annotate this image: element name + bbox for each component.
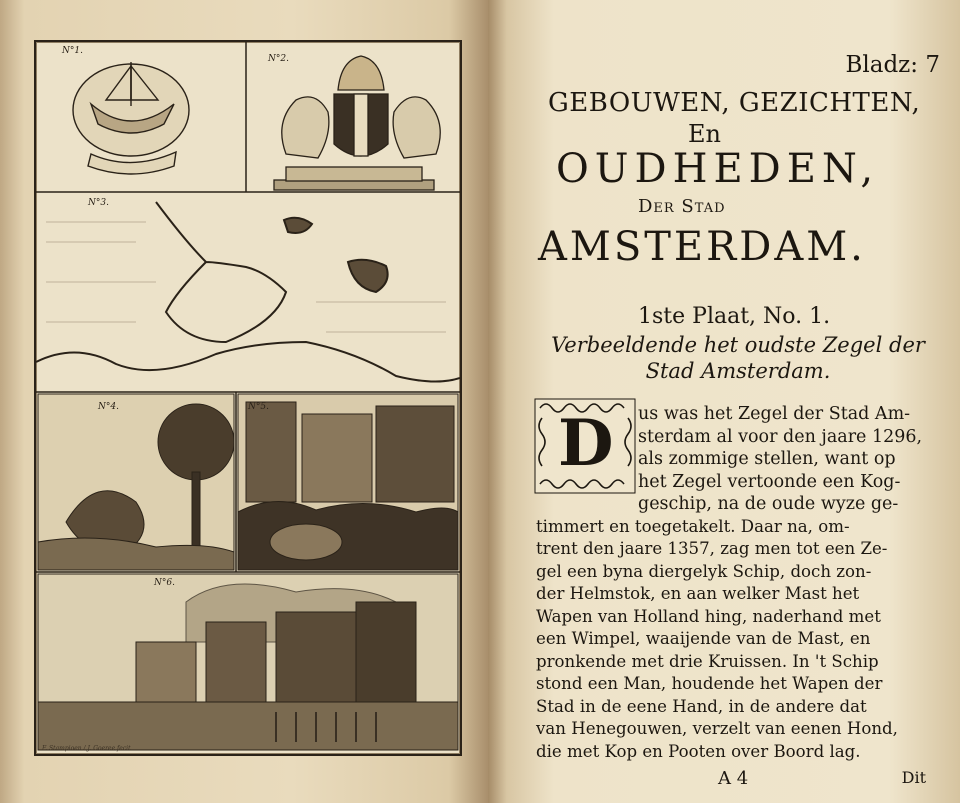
body-line-2: sterdam al voor den jaare 1296, <box>638 426 923 447</box>
subtitle-line-1: Verbeeldende het oudste Zegel der <box>551 333 925 357</box>
city-gate-scene <box>38 574 458 750</box>
page-number: Bladz: 7 <box>845 52 940 78</box>
drop-cap-letter: D <box>558 406 614 481</box>
body-line-11: een Wimpel, waaijende van de Mast, en <box>536 629 871 648</box>
title-conjunction: En <box>688 120 721 148</box>
title-line-1: GEBOUWEN, GEZICHTEN, <box>548 88 921 118</box>
body-line-16: die met Kop en Pooten over Boord lag. <box>536 741 861 761</box>
panel-label-6: N°6. <box>154 578 175 588</box>
subtitle-line-2: Stad Amsterdam. <box>645 359 831 383</box>
panel-label-5: N°5. <box>248 402 269 412</box>
body-line-13: stond een Man, houdende het Wapen der <box>536 674 883 693</box>
body-line-14: Stad in de eene Hand, in de andere dat <box>536 696 867 716</box>
map-engraving <box>36 202 460 382</box>
body-line-10: Wapen van Holland hing, naderhand met <box>536 606 881 626</box>
panel-label-3: N°3. <box>88 198 109 208</box>
body-line-4: het Zegel vertoonde een Kog- <box>638 471 901 492</box>
seal-emblem <box>73 62 189 174</box>
body-line-1: us was het Zegel der Stad Am- <box>638 404 911 424</box>
subtitle <box>538 332 938 384</box>
panel-label-1: N°1. <box>62 46 83 56</box>
body-line-9: der Helmstok, en aan welker Mast het <box>536 584 860 603</box>
right-page <box>488 0 960 803</box>
catchword: Dit <box>901 768 926 787</box>
body-line-5: geschip, na de oude wyze ge- <box>638 494 899 514</box>
body-line-12: pronkende met drie Kruissen. In 't Schip <box>536 651 879 671</box>
title-line-3: Der Stad <box>638 196 726 217</box>
body-line-8: gel een byna diergelyk Schip, doch zon- <box>536 561 872 581</box>
title-line-4: AMSTERDAM. <box>538 224 866 270</box>
panel-label-2: N°2. <box>268 54 289 64</box>
engraved-plate <box>34 40 462 756</box>
plate-engraving <box>36 42 460 754</box>
city-arms <box>274 56 440 190</box>
ornamental-initial <box>534 398 636 494</box>
signature-mark: A 4 <box>718 768 749 789</box>
street-scene <box>238 394 458 570</box>
title-line-2: OUDHEDEN, <box>556 146 880 192</box>
plate-heading: 1ste Plaat, No. 1. <box>638 304 831 329</box>
landscape-scene <box>38 394 234 570</box>
body-line-6: timmert en toegetakelt. Daar na, om- <box>536 516 850 536</box>
body-line-3: als zommige stellen, want op <box>638 449 896 469</box>
body-line-7: trent den jaare 1357, zag men tot een Ze- <box>536 539 888 558</box>
engraver-credit: F. Stampioen / J. Goeree fecit <box>42 745 131 752</box>
panel-label-4: N°4. <box>98 402 119 412</box>
body-line-15: van Henegouwen, verzelt van eenen Hond, <box>536 719 898 738</box>
